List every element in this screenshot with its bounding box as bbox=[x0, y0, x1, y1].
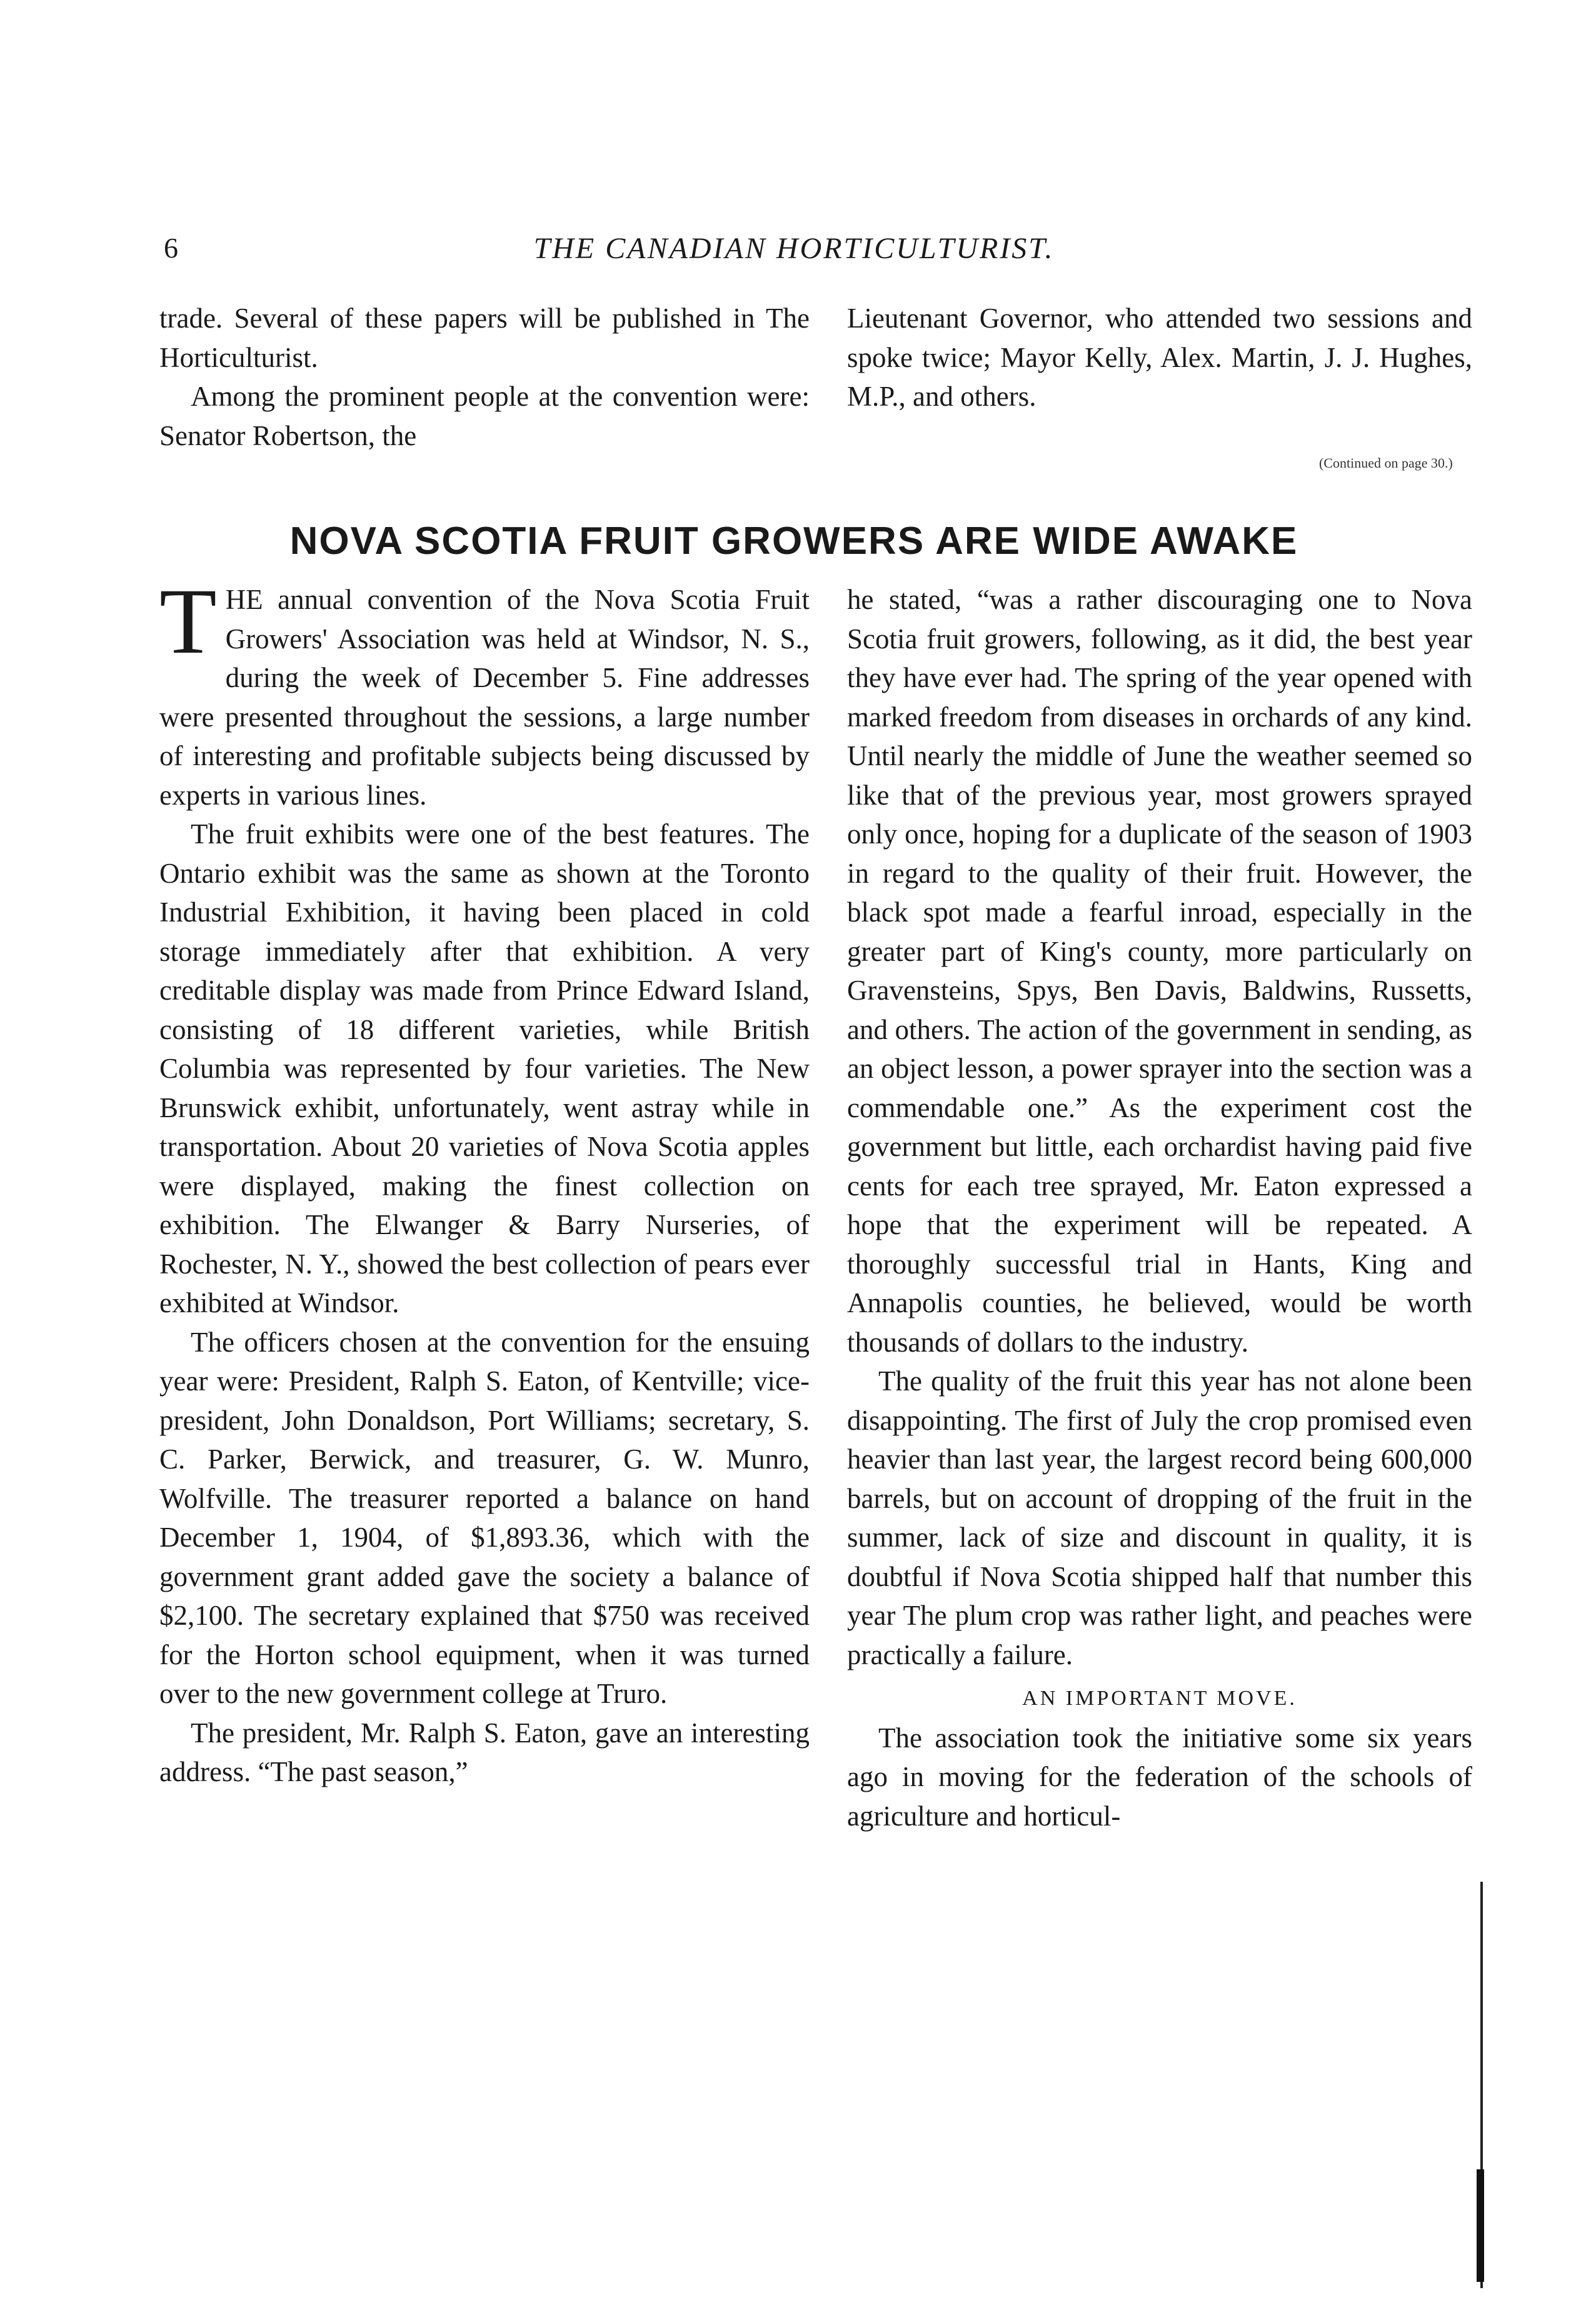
article-paragraph: The quality of the fruit this year has not alone been disappointing. The first of July the crop promised even heavier than last year, the largest record being 600,000 barrels, but on account of dropping of the fruit in the summer, lack of size and discount in quality, it is doubtful if Nova Scotia shipped half that number this year The plum crop was rather light, and peaches were practically a failure. bbox=[847, 1365, 1472, 1670]
section-subhead: AN IMPORTANT MOVE. bbox=[1022, 1687, 1297, 1710]
previous-article-paragraph: Among the prominent people at the convention were: Senator Robertson, the bbox=[159, 381, 810, 451]
article-paragraph: he stated, “was a rather discouraging one to Nova Scotia fruit growers, following, as it did, the best year they have ever had. The spring of the year opened with marked freedom from diseases in orchards of any kind. Until nearly the middle of June the weather seemed so like that of the previous year, most growers sprayed only once, hoping for a duplicate of the season of 1903 in regard to the quality of their fruit. However, the black spot made a fearful inroad, especially in the greater part of King's county, more particularly on Gravensteins, Spys, Ben Davis, Baldwins, Russetts, and others. The action of the government in sending, as an object lesson, a power sprayer into the section was a commendable one.” As the experiment cost the government but little, each orchardist having paid five cents for each tree sprayed, Mr. Eaton expressed a hope that the experiment will be repeated. A thoroughly successful trial in Hants, King and Annapolis counties, he believed, would be worth thousands of dollars to the industry. bbox=[847, 584, 1472, 1358]
article-paragraph bbox=[159, 570, 810, 815]
first-paragraph-text: HE annual convention of the Nova Scotia Fruit Growers' Association was held at Windsor, N. S., during the week of December 5. Fine addresses were presented throughout the sessions, a large number of interesting and profitable subjects being discussed by experts in various lines. bbox=[159, 584, 810, 811]
previous-article-paragraph: trade. Several of these papers will be published in The Horticulturist. bbox=[159, 303, 810, 373]
running-title: THE CANADIAN HORTICULTURIST. bbox=[533, 232, 1055, 265]
continued-note: (Continued on page 30.) bbox=[1319, 455, 1453, 471]
drop-cap: T bbox=[159, 570, 217, 673]
article-right-column bbox=[847, 580, 1472, 1835]
page-number: 6 bbox=[164, 232, 178, 264]
article-headline: NOVA SCOTIA FRUIT GROWERS ARE WIDE AWAKE bbox=[289, 520, 1298, 563]
article-paragraph: The officers chosen at the convention for the ensuing year were: President, Ralph S. Eaton, of Kentville; vice-president, John Donaldson, Port Williams; secretary, S. C. Parker, Berwick, and treasurer, G. W. Munro, Wolfville. The treasurer reported a balance on hand December 1, 1904, of $1,893.36, which with the government grant added gave the society a balance of $2,100. The secretary explained that $750 was received for the Horton school equipment, when it was turned over to the new government college at Truro. bbox=[159, 1326, 810, 1709]
article-paragraph: The fruit exhibits were one of the best features. The Ontario exhibit was the same as shown at the Toronto Industrial Exhibition, it having been placed in cold storage immediately after that exhibition. A very creditable display was made from Prince Edward Island, consisting of 18 different varieties, while British Columbia was represented by four varieties. The New Brunswick exhibit, unfortunately, went astray while in transportation. About 20 varieties of Nova Scotia apples were displayed, making the finest collection on exhibition. The Elwanger & Barry Nurseries, of Rochester, N. Y., showed the best collection of pears ever exhibited at Windsor. bbox=[159, 818, 810, 1318]
article-paragraph: The president, Mr. Ralph S. Eaton, gave an interesting address. “The past season,” bbox=[159, 1717, 810, 1787]
page-header bbox=[156, 231, 1432, 281]
article-paragraph: The association took the initiative some six years ago in moving for the federation of the schools of agriculture and horticul- bbox=[847, 1722, 1472, 1832]
previous-article-paragraph: Lieutenant Governor, who attended two sessions and spoke twice; Mayor Kelly, Alex. Martin, J. J. Hughes, M.P., and others. bbox=[847, 303, 1472, 412]
previous-article-left-column bbox=[159, 299, 810, 455]
previous-article-right-column bbox=[847, 299, 1472, 416]
margin-mark bbox=[1477, 2169, 1484, 2282]
article-left-column bbox=[159, 570, 810, 1792]
